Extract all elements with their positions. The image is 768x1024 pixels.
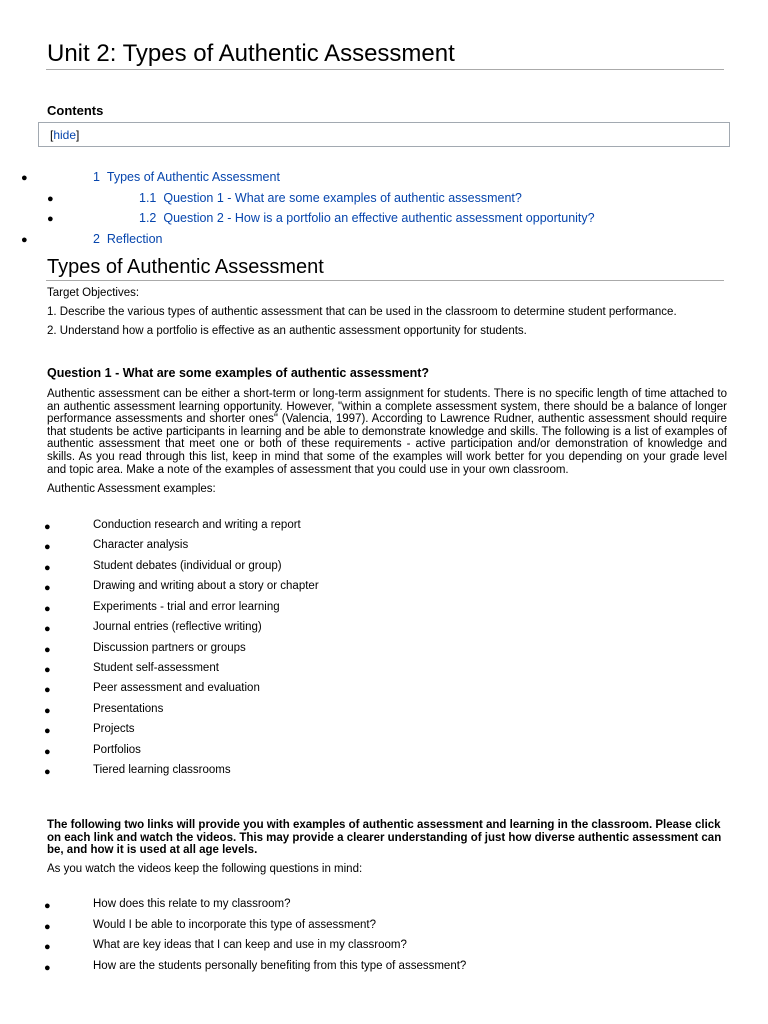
toc-number: 1.1 — [139, 191, 157, 205]
bullet-icon: ● — [44, 962, 51, 974]
toc-item-types[interactable] — [93, 170, 280, 184]
list-item: Presentations — [93, 703, 164, 715]
toc-hide-toggle: [hide] — [50, 128, 80, 142]
video-links-paragraph: The following two links will provide you with examples of authentic assessment and learning in the classroom. Please click on each link and watch the videos. This may provide a clearer understanding of just how diverse authentic assessment can be, and how it is used at all age levels. — [47, 819, 722, 856]
bullet-icon: ● — [44, 644, 51, 656]
bullet-icon: ● — [44, 603, 51, 615]
section-heading: Types of Authentic Assessment — [47, 256, 324, 278]
watch-label: As you watch the videos keep the following questions in mind: — [47, 863, 363, 875]
list-item: How are the students personally benefiting from this type of assessment? — [93, 960, 467, 972]
toc-box — [38, 122, 730, 147]
bullet-icon: ● — [44, 541, 51, 553]
contents-heading: Contents — [47, 103, 104, 118]
toc-number: 2 — [93, 232, 100, 246]
list-item: How does this relate to my classroom? — [93, 898, 291, 910]
bullet-icon: ● — [44, 521, 51, 533]
examples-label: Authentic Assessment examples: — [47, 483, 216, 495]
bullet-icon: ● — [44, 664, 51, 676]
objective-2: 2. Understand how a portfolio is effective as an authentic assessment opportunity for students. — [47, 325, 527, 337]
list-item: Conduction research and writing a report — [93, 519, 301, 531]
list-item: Student debates (individual or group) — [93, 560, 282, 572]
toc-text: Reflection — [106, 232, 163, 246]
bullet-icon: ● — [44, 921, 51, 933]
list-item: Experiments - trial and error learning — [93, 601, 280, 613]
bullet-icon: ● — [44, 766, 51, 778]
list-item: Peer assessment and evaluation — [93, 682, 260, 694]
list-item: Student self-assessment — [93, 662, 219, 674]
bullet-icon: ● — [44, 900, 51, 912]
hide-link[interactable]: hide — [53, 128, 77, 142]
bullet-icon: ● — [44, 623, 51, 635]
bullet-icon: ● — [21, 234, 28, 246]
objectives-label: Target Objectives: — [47, 287, 140, 299]
objective-1: 1. Describe the various types of authentic assessment that can be used in the classroom to determine student performance. — [47, 306, 677, 318]
bullet-icon: ● — [47, 193, 54, 205]
toc-text: Types of Authentic Assessment — [106, 170, 280, 184]
toc-item-reflection[interactable] — [93, 232, 163, 246]
bullet-icon: ● — [44, 725, 51, 737]
list-item: Would I be able to incorporate this type of assessment? — [93, 919, 376, 931]
list-item: Tiered learning classrooms — [93, 764, 231, 776]
list-item: Drawing and writing about a story or chapter — [93, 580, 319, 592]
page-title: Unit 2: Types of Authentic Assessment — [47, 40, 455, 67]
bullet-icon: ● — [44, 941, 51, 953]
list-item: Projects — [93, 723, 135, 735]
question-1-paragraph: Authentic assessment can be either a short-term or long-term assignment for students. There is no specific length of time attached to an authentic assessment learning opportunity. However, "within a complete assessment system, there should be a balance of longer performance assessments and shorter ones" (Valencia, 1997). According to Lawrence Rudner, authentic assessment should require that students be active participants in learning and be able to demonstrate knowledge and skills. The following is a list of examples of authentic assessment that meet one or both of these requirements - active participation and/or demonstration of knowledge and skills. As you read through this list, keep in mind that some of the examples will work better for you depending on your grade level and topic area. Make a note of the examples of assessment that you could use in your own classroom. — [47, 388, 727, 476]
bullet-icon: ● — [21, 172, 28, 184]
bullet-icon: ● — [44, 582, 51, 594]
list-item: Journal entries (reflective writing) — [93, 621, 262, 633]
toc-number: 1 — [93, 170, 100, 184]
title-divider — [46, 69, 724, 70]
toc-item-question-1[interactable] — [139, 191, 522, 205]
bullet-icon: ● — [47, 213, 54, 225]
list-item: What are key ideas that I can keep and use in my classroom? — [93, 939, 407, 951]
bullet-icon: ● — [44, 746, 51, 758]
toc-text: Question 1 - What are some examples of authentic assessment? — [163, 191, 522, 205]
toc-number: 1.2 — [139, 211, 157, 225]
list-item: Discussion partners or groups — [93, 642, 246, 654]
bullet-icon: ● — [44, 562, 51, 574]
toc-text: Question 2 - How is a portfolio an effective authentic assessment opportunity? — [163, 211, 595, 225]
bullet-icon: ● — [44, 684, 51, 696]
question-1-heading: Question 1 - What are some examples of authentic assessment? — [47, 366, 430, 380]
list-item: Character analysis — [93, 539, 189, 551]
toc-item-question-2[interactable] — [139, 211, 595, 225]
section-divider — [46, 280, 724, 281]
bullet-icon: ● — [44, 705, 51, 717]
list-item: Portfolios — [93, 744, 141, 756]
